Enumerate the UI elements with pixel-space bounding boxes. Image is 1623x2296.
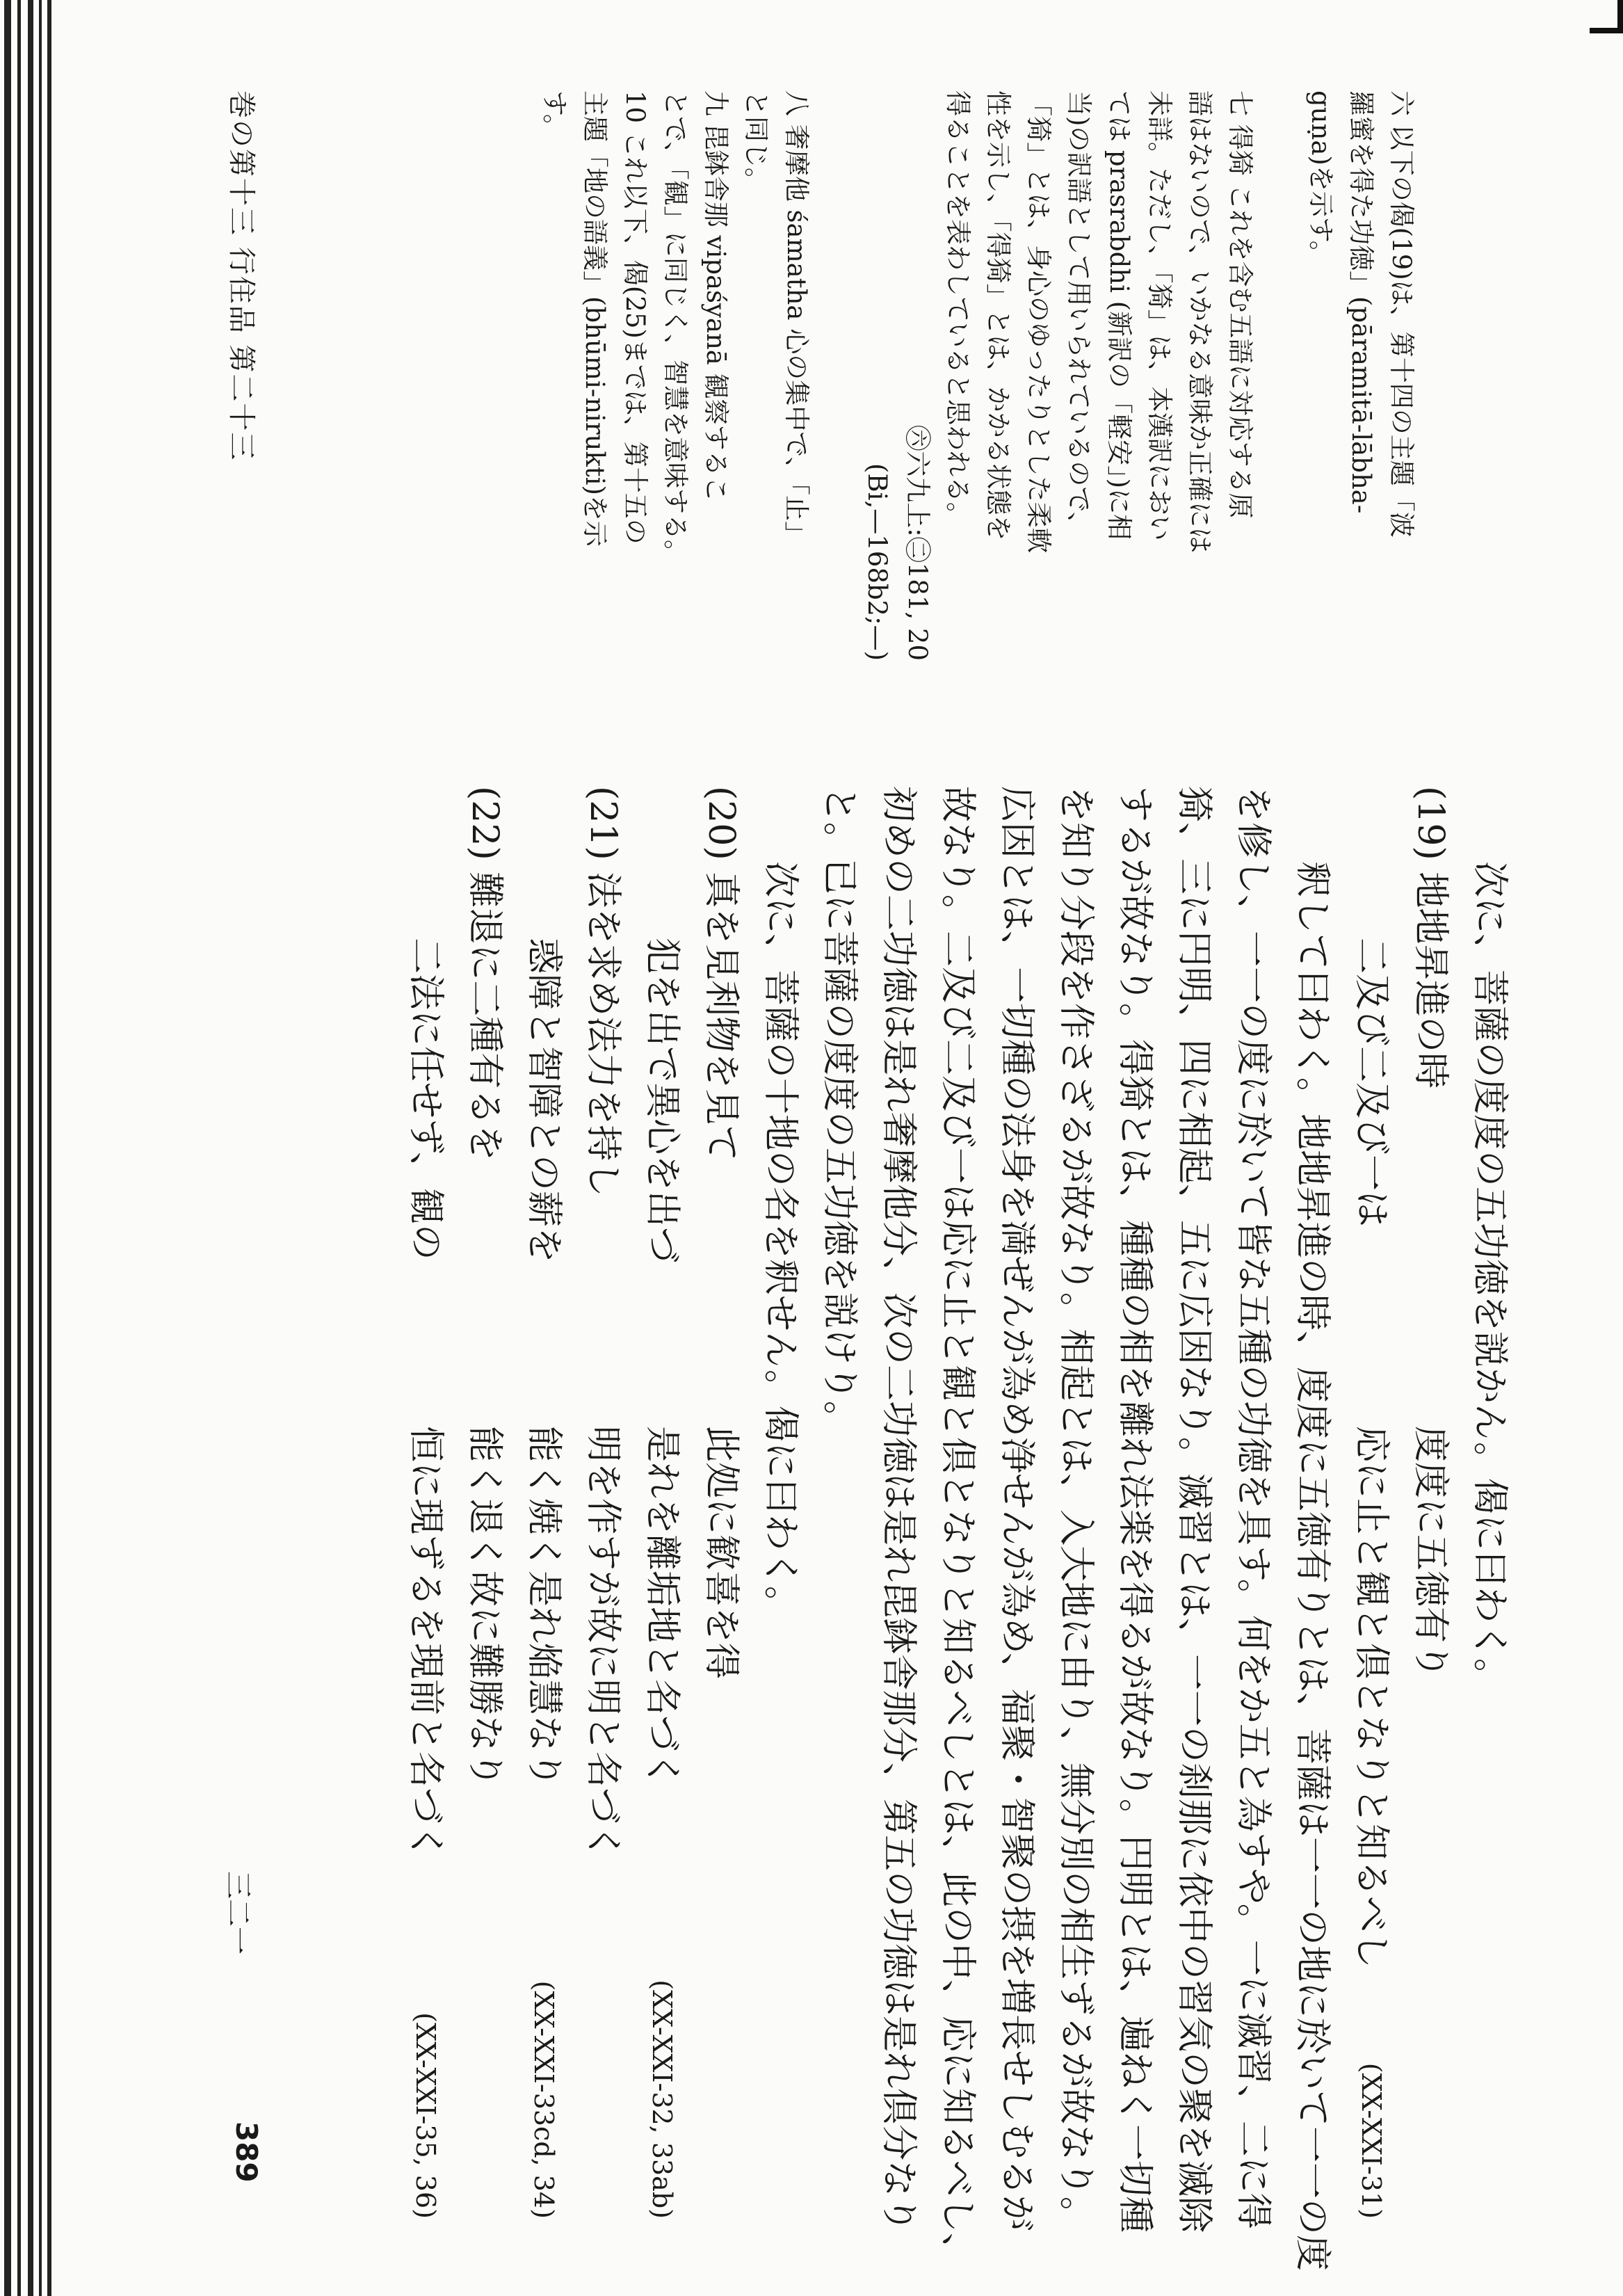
verse-reference: (XX-XXI-33cd, 34)	[528, 1980, 559, 2219]
text-line: 広因とは、一切種の法身を満ぜんが為め浄せんが為め、福聚・智聚の摂を増長せしむるが	[996, 786, 1037, 2231]
page-number: 389	[229, 2121, 264, 2183]
page-number-kanji: 三二一	[222, 1871, 254, 1954]
verse-line	[691, 786, 750, 2219]
verse-left: (20) 真を見利物を見て	[700, 786, 742, 1162]
verse-right: 恒に現ずるを現前と名づく	[405, 1426, 446, 1861]
footnote-line: ㊅六九上:㊁181, 20	[903, 425, 932, 661]
footnote-line: 主題「地の語義」(bhūmi-nirukti)を示	[580, 90, 610, 547]
running-head: 巻の第十三 行住品 第二十三	[225, 90, 257, 462]
verse-line	[396, 786, 455, 2219]
verse-line	[455, 786, 514, 2219]
verse-line	[573, 786, 632, 2219]
verse-left: 二及び二及び一は	[1350, 938, 1392, 1228]
verse-left: 犯を出で異心を出づ	[641, 938, 683, 1264]
footnote-line: guṇa)を示す。	[1306, 90, 1336, 266]
footnote-line: ては prasrabdhi (新訳の「軽安」)に相	[1104, 90, 1134, 540]
text-line: 次に、菩薩の十地の名を釈せん。偈に曰わく。	[759, 861, 801, 1623]
footnote-line: 羅蜜を得た功徳」(pāramitā-lābha-	[1346, 90, 1376, 514]
verse-line	[1341, 786, 1400, 2219]
footnote-line: 六 以下の偈(19)は、第十四の主題「波	[1387, 90, 1416, 538]
verse-left: 惑障と智障との薪を	[523, 938, 565, 1264]
footnote-line: 八 奢摩他 śamatha 心の集中で、「止」	[782, 90, 812, 547]
footnotes	[534, 90, 1421, 661]
footnote-line: 七 得猗 これを含む五語に対応する原	[1225, 90, 1255, 519]
verse-right: 能く退く故に難勝なり	[464, 1426, 506, 1788]
footnote-line: (Bi,—168b2;—)	[862, 463, 892, 661]
text-line: を修し、一一の度に於いて皆な五種の功徳を具す。何をか五と為すや。一に滅習、二に得	[1232, 786, 1274, 2229]
text-line: 次に、菩薩の度度の五功徳を説かん。偈に曰わく。	[1469, 861, 1510, 1695]
footnote-line: 九 毘鉢舎那 vipaśyanā 観察するこ	[701, 90, 731, 502]
verse-line	[514, 786, 573, 2219]
footnote-line: 語はないので、いかなる意味か正確には	[1185, 90, 1215, 554]
text-line: 故なり。二及び二及び一は応に止と観と倶となりと知るべしとは、此の中、応に知るべし、	[937, 786, 978, 2270]
verse-right: 是れを離垢地と名づく	[641, 1426, 683, 1788]
text-line: と。已に菩薩の度度の五功徳を説けり。	[818, 786, 860, 1438]
verse-left: (21) 法を求め法力を持し	[582, 786, 624, 1198]
verse-right: 度度に五徳有り	[1410, 1426, 1451, 1680]
footnote-line: 得ることを表わしていると思われる。	[943, 90, 973, 528]
verse-reference: (XX-XXI-31)	[1356, 2062, 1387, 2219]
verse-right: 明を作すが故に明と名づく	[582, 1426, 624, 1861]
footnote-line: とで、「観」に同じく、智慧を意味する。	[661, 90, 691, 566]
text-line: 猗、三に円明、四に相起、五に広因なり。滅習とは、一一の刹那に依中の習気の聚を滅除	[1173, 786, 1215, 2233]
footnote-line: 10 これ以下、偈(25)までは、第十五の	[620, 90, 650, 545]
verse-right: 応に止と観と倶となりと知るべし	[1350, 1426, 1392, 1969]
text-line: を知り分段を作さざるが故なり。相起とは、入大地に由り、無分別の相生ずるが故なり。	[1055, 786, 1097, 2233]
verse-right: 此処に歓喜を得	[700, 1426, 742, 1680]
verse-line	[1400, 786, 1460, 2219]
footnote-line: 未詳。ただし、「猗」は、本漢訳におい	[1145, 90, 1174, 541]
verse-left: (19) 地地昇進の時	[1410, 786, 1451, 1089]
verse-left: 二法に任せず、観の	[405, 938, 446, 1260]
verse-right: 能く焼く是れ焔慧なり	[523, 1426, 565, 1788]
footnote-line: 性を示し、「得猗」とは、かかる状態を	[983, 90, 1013, 541]
verse-reference: (XX-XXI-32, 33ab)	[647, 1980, 677, 2219]
footnote-line: と同じ。	[741, 90, 771, 193]
text-line: 初めの二功徳は是れ奢摩他分、次の二功徳は是れ毘鉢舎那分、第五の功徳は是れ倶分なり	[878, 786, 919, 2233]
footnote-line: 当)の訳語として用いられているので、	[1064, 90, 1094, 538]
crop-mark	[1590, 0, 1623, 33]
text-line: 釈して曰わく。地地昇進の時、度度に五徳有りとは、菩薩は一一の地に於いて一一の度	[1291, 861, 1333, 2271]
verse-reference: (XX-XXI-35, 36)	[410, 2012, 441, 2219]
text-line: するが故なり。得猗とは、種種の相を離れ法楽を得るが故なり。円明とは、遍ねく一切種	[1114, 786, 1156, 2233]
verse-line	[632, 786, 691, 2219]
footnote-line: す。	[540, 90, 570, 141]
footnote-line: 「猗」とは、身心のゆったりとした柔軟	[1024, 90, 1053, 554]
main-text	[396, 786, 1519, 2271]
binding-edge	[0, 0, 51, 2296]
verse-left: (22) 難退に二種有るを	[464, 786, 506, 1162]
